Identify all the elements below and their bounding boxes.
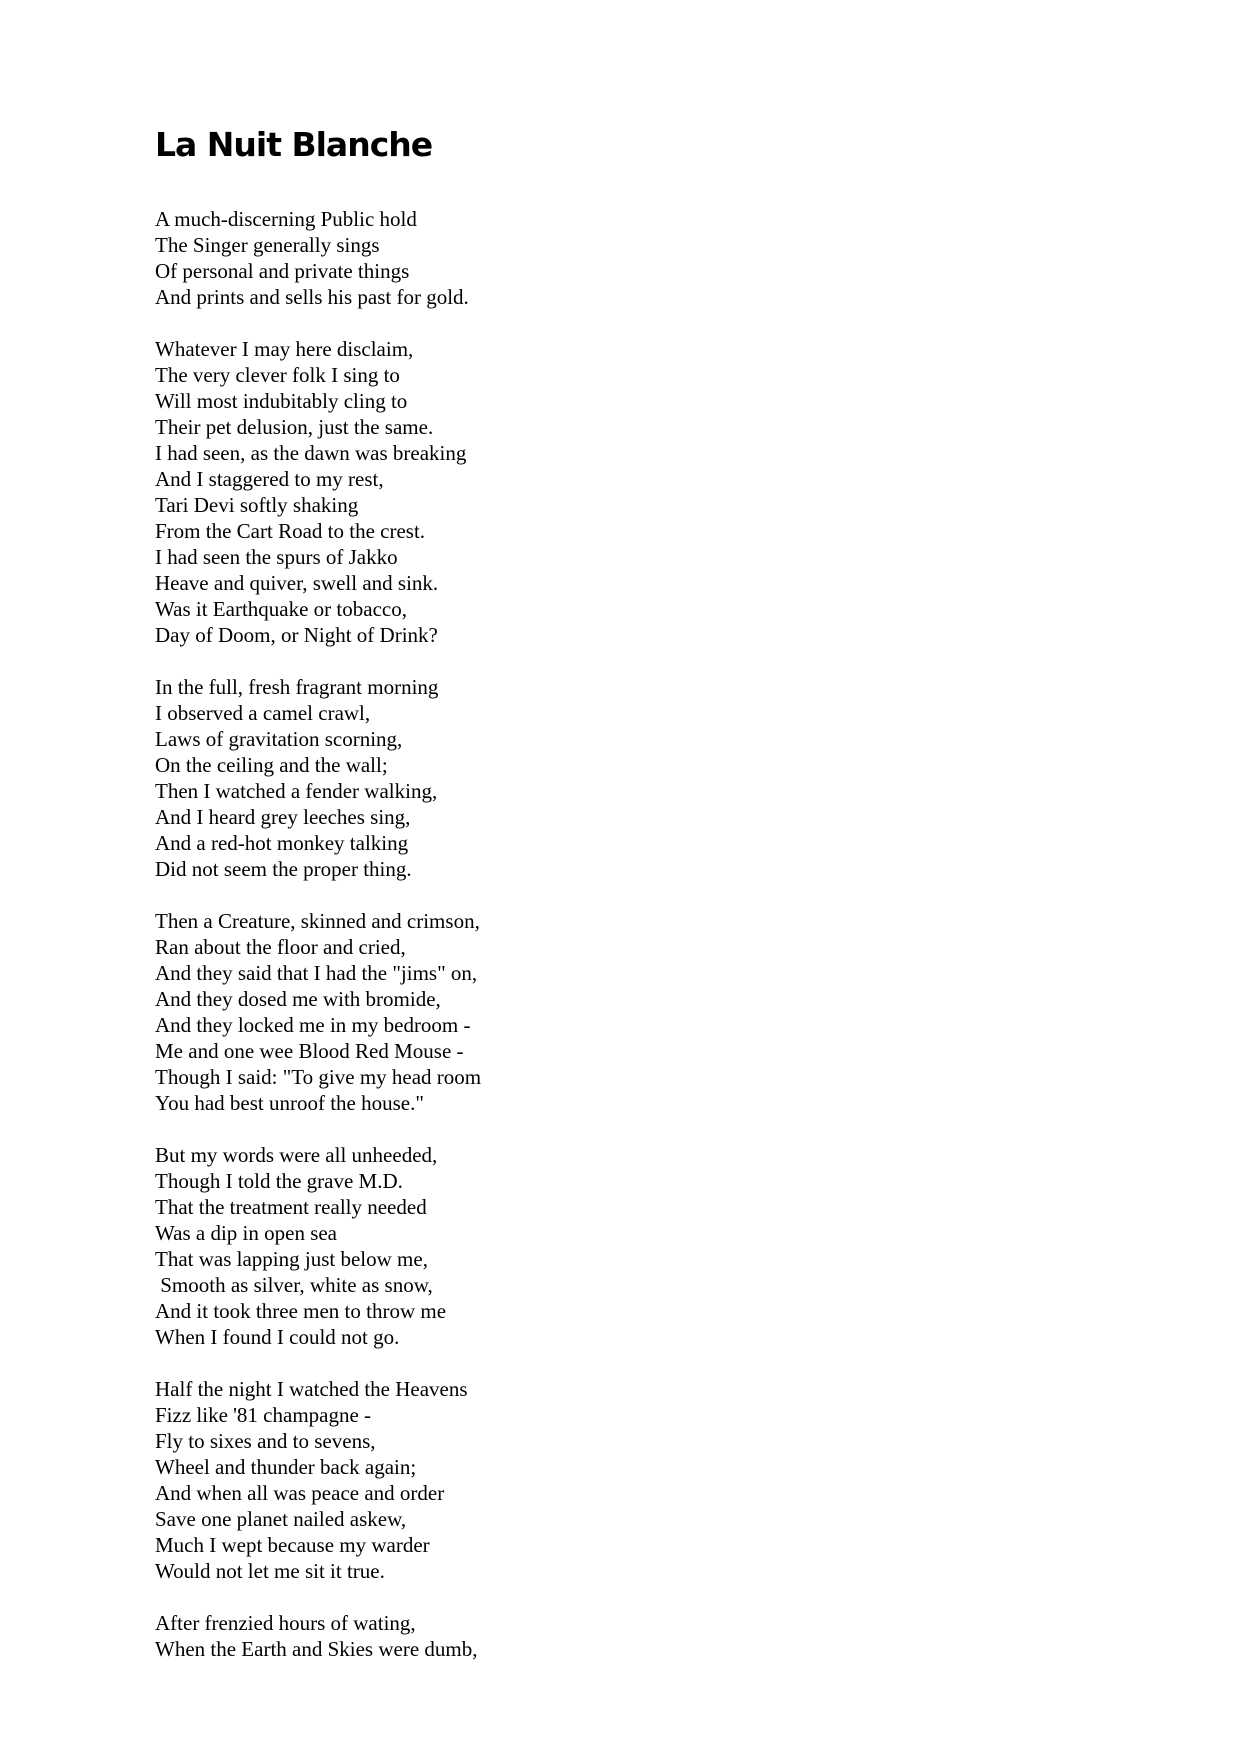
poem-line: Half the night I watched the Heavens [155,1377,468,1401]
poem-line: Ran about the floor and cried, [155,935,406,959]
poem-title: La Nuit Blanche [155,125,433,164]
poem-line: Day of Doom, or Night of Drink? [155,623,438,647]
stanza [155,1142,1055,1350]
poem-line: And it took three men to throw me [155,1299,447,1323]
poem-line: Then a Creature, skinned and crimson, [155,909,480,933]
poem-line: And I heard grey leeches sing, [155,805,411,829]
poem-line: Wheel and thunder back again; [155,1455,417,1479]
poem-line: Me and one wee Blood Red Mouse - [155,1039,464,1063]
poem-line: I observed a camel crawl, [155,701,371,725]
poem-line: You had best unroof the house." [155,1091,424,1115]
poem-line: Whatever I may here disclaim, [155,337,414,361]
poem-line: And they said that I had the "jims" on, [155,961,478,985]
poem-line: And I staggered to my rest, [155,467,384,491]
poem-line: In the full, fresh fragrant morning [155,675,439,699]
poem-line: When the Earth and Skies were dumb, [155,1637,478,1661]
poem-line: And a red-hot monkey talking [155,831,409,855]
poem-line: On the ceiling and the wall; [155,753,388,777]
stanza [155,1376,1055,1584]
poem-line: The very clever folk I sing to [155,363,400,387]
poem-line: But my words were all unheeded, [155,1143,438,1167]
poem-line: And they dosed me with bromide, [155,987,441,1011]
poem-line: Would not let me sit it true. [155,1559,385,1583]
poem-line: Much I wept because my warder [155,1533,430,1557]
poem-line: Was a dip in open sea [155,1221,338,1245]
poem-line: And they locked me in my bedroom - [155,1013,471,1037]
stanza [155,1610,1055,1662]
poem-line: Tari Devi softly shaking [155,493,359,517]
poem-line: Fizz like '81 champagne - [155,1403,372,1427]
poem-line: I had seen, as the dawn was breaking [155,441,467,465]
stanza [155,206,1055,310]
stanza [155,674,1055,882]
poem-line: Though I told the grave M.D. [155,1169,403,1193]
poem-line: Though I said: "To give my head room [155,1065,482,1089]
poem-line: Was it Earthquake or tobacco, [155,597,407,621]
poem-line: Save one planet nailed askew, [155,1507,407,1531]
poem-line: That the treatment really needed [155,1195,427,1219]
poem-line: Of personal and private things [155,259,410,283]
poem-line: Laws of gravitation scorning, [155,727,403,751]
poem-line: Their pet delusion, just the same. [155,415,434,439]
poem-body [155,206,1055,1688]
poem-line: Then I watched a fender walking, [155,779,438,803]
stanza [155,908,1055,1116]
poem-line: I had seen the spurs of Jakko [155,545,398,569]
poem-line: From the Cart Road to the crest. [155,519,426,543]
poem-line: Will most indubitably cling to [155,389,408,413]
poem-line: Smooth as silver, white as snow, [155,1273,433,1297]
poem-line: Fly to sixes and to sevens, [155,1429,376,1453]
stanza [155,336,1055,648]
poem-line: The Singer generally sings [155,233,380,257]
poem-line: And prints and sells his past for gold. [155,285,469,309]
poem-line: That was lapping just below me, [155,1247,428,1271]
poem-line: A much-discerning Public hold [155,207,417,231]
poem-line: Heave and quiver, swell and sink. [155,571,439,595]
poem-line: After frenzied hours of wating, [155,1611,416,1635]
poem-line: When I found I could not go. [155,1325,400,1349]
poem-line: Did not seem the proper thing. [155,857,412,881]
poem-line: And when all was peace and order [155,1481,445,1505]
